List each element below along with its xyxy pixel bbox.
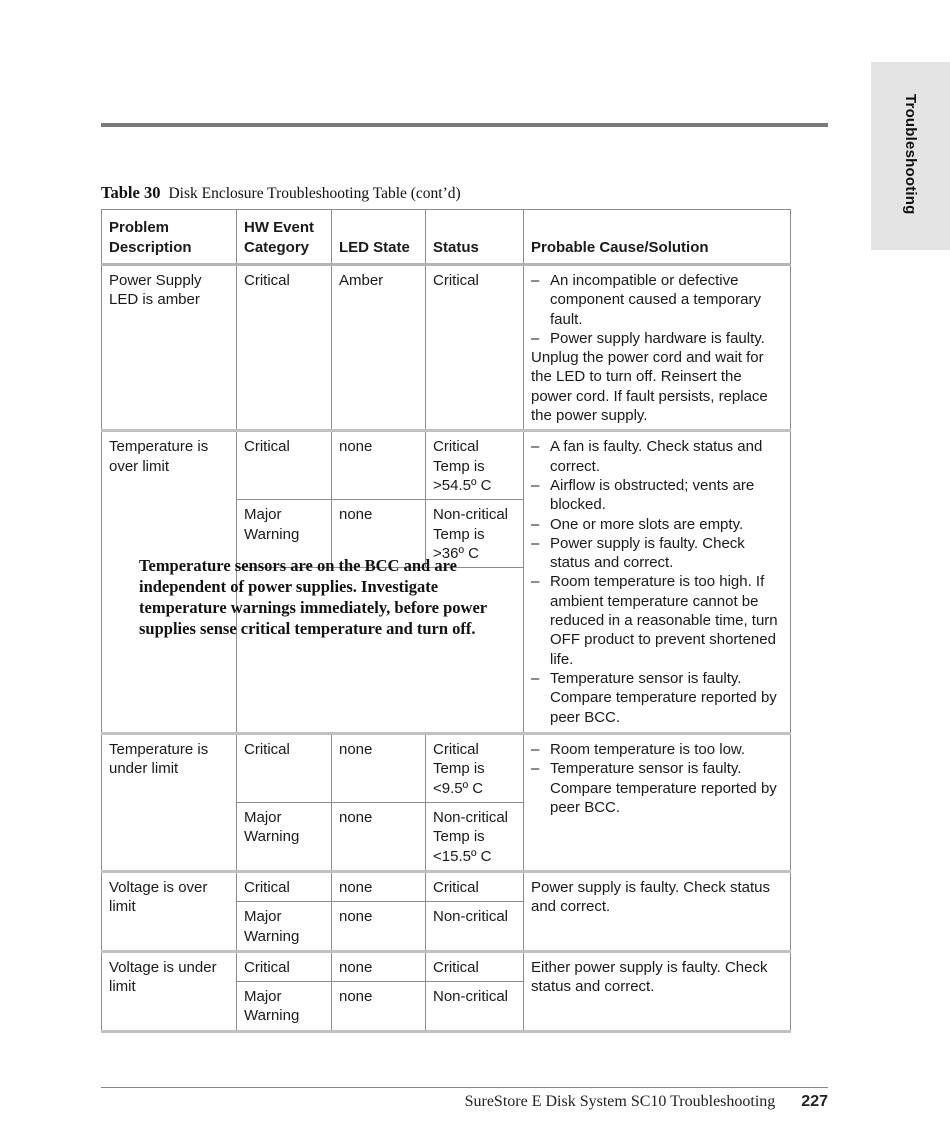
- category-cell: Critical: [237, 951, 332, 981]
- led-cell: none: [332, 982, 426, 1032]
- category-cell: Major Warning: [237, 803, 332, 872]
- cause-cell: Either power supply is faulty. Check status and correct.: [524, 951, 791, 1031]
- led-cell: none: [332, 734, 426, 803]
- led-cell: none: [332, 803, 426, 872]
- page-number: 227: [801, 1093, 828, 1110]
- table-row: [102, 951, 791, 981]
- status-cell: Non-critical Temp is >36º C: [426, 500, 524, 568]
- problem-cell: Temperature is over limit: [102, 431, 237, 734]
- status-cell: Critical Temp is >54.5º C: [426, 431, 524, 500]
- section-tab: [871, 62, 950, 250]
- table-row: [102, 871, 791, 901]
- temperature-note: Temperature sensors are on the BCC and are independent of power supplies. Investigate temperature warnings immediately, before power supplies sense critical temperature and turn off.: [139, 556, 487, 638]
- cause-item: – Power supply is faulty. Check status and correct.: [531, 534, 784, 573]
- cause-list: [531, 437, 784, 726]
- category-cell: Major Warning: [237, 500, 332, 568]
- cause-cell: [524, 265, 791, 431]
- top-rule: [101, 123, 828, 127]
- problem-cell: Temperature is under limit: [102, 734, 237, 872]
- led-cell: none: [332, 902, 426, 952]
- cause-item: – Temperature sensor is faulty. Compare temperature reported by peer BCC.: [531, 669, 784, 727]
- status-cell: Non-critical: [426, 902, 524, 952]
- category-cell: Major Warning: [237, 902, 332, 952]
- category-cell: Critical: [237, 871, 332, 901]
- status-cell: Critical: [426, 951, 524, 981]
- header-row: [102, 210, 791, 265]
- cause-cell: [524, 734, 791, 872]
- status-cell: Critical: [426, 265, 524, 431]
- cause-item: – Power supply hardware is faulty.: [531, 329, 784, 348]
- table-row: [102, 431, 791, 500]
- cause-list: [531, 740, 784, 817]
- cause-item: – A fan is faulty. Check status and correct.: [531, 437, 784, 476]
- category-cell: Critical: [237, 431, 332, 500]
- cause-item: – Airflow is obstructed; vents are blocked.: [531, 476, 784, 515]
- section-tab-label: Troubleshooting: [902, 94, 919, 215]
- category-cell: Critical: [237, 265, 332, 431]
- bottom-rule: [101, 1087, 828, 1088]
- cause-item: – Room temperature is too low.: [531, 740, 784, 759]
- header-led: LED State: [332, 210, 426, 265]
- status-cell: Critical Temp is <9.5º C: [426, 734, 524, 803]
- header-problem: Problem Description: [102, 210, 237, 265]
- cause-item: – Temperature sensor is faulty. Compare temperature reported by peer BCC.: [531, 759, 784, 817]
- led-cell: none: [332, 500, 426, 568]
- cause-cell: Power supply is faulty. Check status and correct.: [524, 871, 791, 951]
- problem-cell: Power Supply LED is amber: [102, 265, 237, 431]
- cause-cell: [524, 431, 791, 734]
- status-cell: Non-critical: [426, 982, 524, 1032]
- led-cell: none: [332, 951, 426, 981]
- cause-list: [531, 271, 784, 348]
- table-caption: [101, 183, 461, 203]
- led-cell: Amber: [332, 265, 426, 431]
- led-cell: none: [332, 431, 426, 500]
- problem-cell: Voltage is over limit: [102, 871, 237, 951]
- table-title: Disk Enclosure Troubleshooting Table (cont’d): [168, 185, 461, 202]
- table-number: Table 30: [101, 183, 161, 202]
- status-cell: Non-critical Temp is <15.5º C: [426, 803, 524, 872]
- category-cell: Critical: [237, 734, 332, 803]
- status-cell: Critical: [426, 871, 524, 901]
- led-cell: none: [332, 871, 426, 901]
- footer-title: SureStore E Disk System SC10 Troubleshooting: [464, 1093, 776, 1110]
- header-status: Status: [426, 210, 524, 265]
- cause-item: – An incompatible or defective component caused a temporary fault.: [531, 271, 784, 329]
- category-cell: Major Warning: [237, 982, 332, 1032]
- page-footer: [465, 1093, 828, 1111]
- table-row: [102, 265, 791, 431]
- header-category: HW Event Category: [237, 210, 332, 265]
- cause-instructions: Unplug the power cord and wait for the LED to turn off. Reinsert the power cord. If fault persists, replace the power supply.: [531, 349, 768, 425]
- cause-item: – One or more slots are empty.: [531, 515, 784, 534]
- problem-cell: Voltage is under limit: [102, 951, 237, 1031]
- cause-item: – Room temperature is too high. If ambient temperature cannot be reduced in a reasonable time, turn OFF product to prevent shortened life.: [531, 572, 784, 668]
- header-cause: Probable Cause/Solution: [524, 210, 791, 265]
- table-row: [102, 734, 791, 803]
